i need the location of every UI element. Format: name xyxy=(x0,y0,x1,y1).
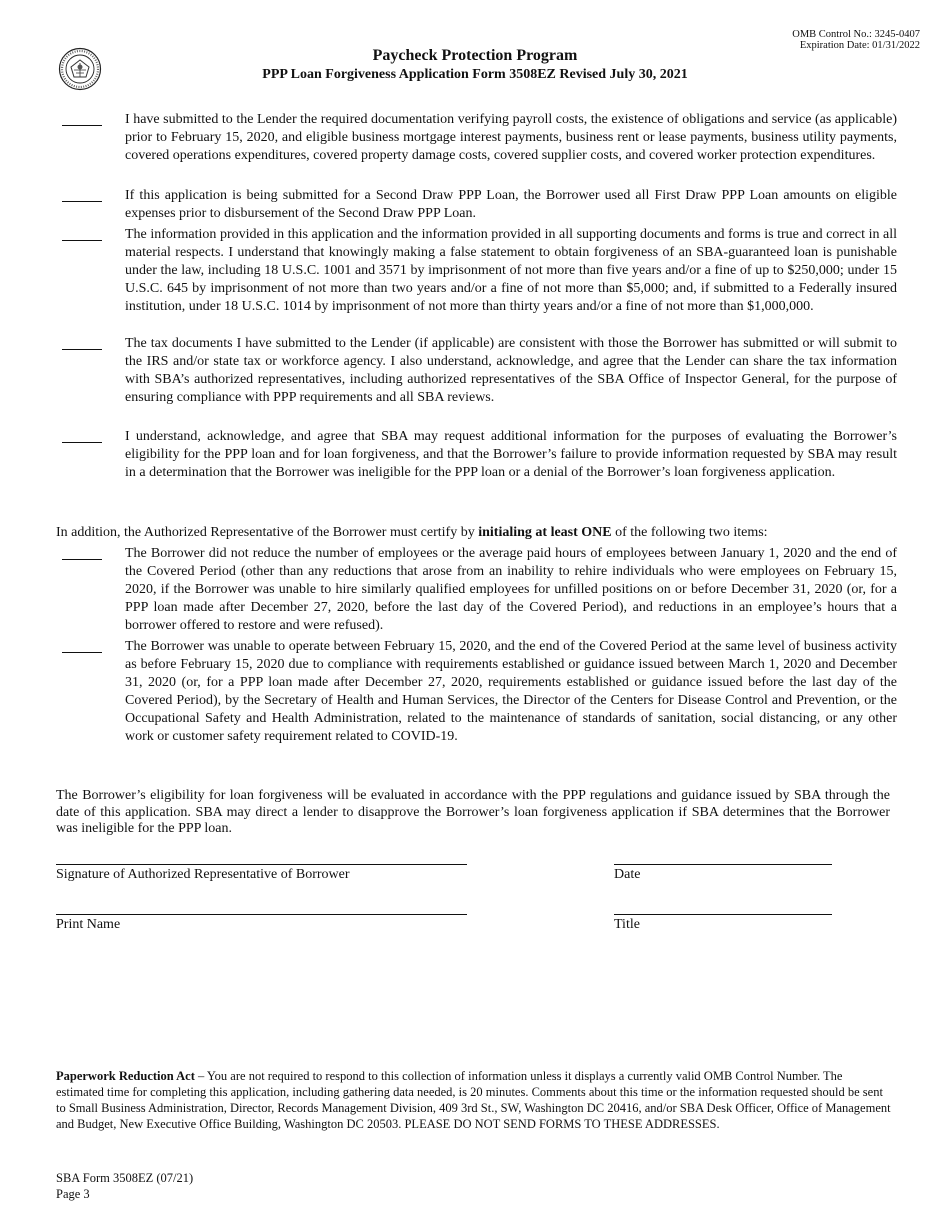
form-id: SBA Form 3508EZ (07/21) xyxy=(56,1171,194,1185)
page-number: Page 3 xyxy=(56,1187,90,1201)
certification-text: I understand, acknowledge, and agree that SBA may request additional information for the purposes of evaluating the Borrower’s eligibility for the PPP loan and for loan forgiveness, and that the Borrower’s failure to provide information requested by SBA may result in a determination that the Borrower was ineligible for the PPP loan or a denial of the Borrower’s loan forgiveness application. xyxy=(125,429,897,480)
eligibility-paragraph: The Borrower’s eligibility for loan forgiveness will be evaluated in accordance with the PPP regulations and guidance issued by SBA through the date of this application. SBA may direct a lender to disapprove the Borrower’s loan forgiveness application if SBA determines that the Borrower was ineligible for the PPP loan. xyxy=(56,788,890,836)
additional-item xyxy=(62,638,897,746)
paperwork-text: – You are not required to respond to this collection of information unless it displays a currently valid OMB Control Number. The estimated time for completing this application, including gathering data needed, is 20 minutes. Comments about this time or the information requested should be sent to Small Business Administration, Director, Records Management Division, 409 3rd St., SW, Washington DC 20416, and/or SBA Desk Officer, Office of Management and Budget, New Executive Office Building, Washington DC 20503. PLEASE DO NOT SEND FORMS TO THESE ADDRESSES. xyxy=(56,1069,891,1131)
page-footer xyxy=(56,1170,193,1202)
title-label: Title xyxy=(614,917,640,932)
certification-text: The information provided in this application and the information provided in all supporting documents and forms is true and correct in all material respects. I understand that knowingly making a false statement to obtain forgiveness of an SBA-guaranteed loan is punishable under the law, including 18 U.S.C. 1001 and 3571 by imprisonment of not more than five years and/or a fine of up to $250,000; under 15 U.S.C. 645 by imprisonment of not more than two years and/or a fine of not more than $5,000; and, if submitted to a Federally insured institution, under 18 U.S.C. 1014 by imprisonment of not more than thirty years and/or a fine of not more than $1,000,000. xyxy=(125,227,897,314)
certification-item xyxy=(62,187,897,223)
print-name-label: Print Name xyxy=(56,917,121,932)
additional-intro xyxy=(56,524,768,542)
certification-text: I have submitted to the Lender the required documentation verifying payroll costs, the existence of obligations and service (as applicable) prior to February 15, 2020, and eligible business mortgage interest payments, business rent or lease payments, business utility payments, covered operations expenditures, covered property damage costs, covered supplier costs, and covered worker protection expenditures. xyxy=(125,112,897,163)
omb-control-number: OMB Control No.: 3245-0407 xyxy=(792,29,920,40)
print-name-line[interactable] xyxy=(56,914,467,915)
intro-text: In addition, the Authorized Representative of the Borrower must certify by xyxy=(56,525,479,540)
certification-text: If this application is being submitted for a Second Draw PPP Loan, the Borrower used all First Draw PPP Loan amounts on eligible expenses prior to disbursement of the Second Draw PPP Loan. xyxy=(125,188,897,221)
signature-line[interactable] xyxy=(56,864,467,865)
certification-item xyxy=(62,226,897,316)
additional-text: The Borrower did not reduce the number of employees or the average paid hours of employees between January 1, 2020 and the end of the Covered Period (other than any reductions that arose from an inability to rehire individuals who were employees on February 15, 2020, if the Borrower was unable to hire similarly qualified employees for unfilled positions on or before December 31, 2020 (or, for a PPP loan made after December 27, 2020, before the last day of the Covered Period), and reductions in an employee’s hours that a borrower offered to restore and were refused). xyxy=(125,546,897,633)
intro-emphasis: initialing at least ONE xyxy=(478,525,612,540)
date-label: Date xyxy=(614,867,641,882)
expiration-date: Expiration Date: 01/31/2022 xyxy=(799,40,920,51)
paperwork-heading: Paperwork Reduction Act xyxy=(56,1069,195,1083)
title-line[interactable] xyxy=(614,914,832,915)
additional-item xyxy=(62,545,897,635)
additional-text: The Borrower was unable to operate between February 15, 2020, and the end of the Covered Period at the same level of business activity as before February 15, 2020 due to compliance with requirements established or guidance issued between March 1, 2020 and December 31, 2020 (or, for a PPP loan made after December 27, 2020, requirements established or guidance issued before the last day of the Covered Period), by the Secretary of Health and Human Services, the Director of the Centers for Disease Control and Prevention, or the Occupational Safety and Health Administration, related to the maintenance of standards of sanitation, social distancing, or any other work or customer safety requirement related to COVID-19. xyxy=(125,639,897,744)
certification-item xyxy=(62,111,897,165)
intro-text-end: of the following two items: xyxy=(611,525,768,540)
certification-item xyxy=(62,428,897,482)
certification-text: The tax documents I have submitted to the Lender (if applicable) are consistent with those the Borrower has submitted or will submit to the IRS and/or state tax or workforce agency. I also understand, acknowledge, and agree that the Lender can share the tax information with SBA’s authorized representatives, including authorized representatives of the SBA Office of Inspector General, for the purpose of ensuring compliance with PPP requirements and all SBA reviews. xyxy=(125,336,897,405)
page-title: Paycheck Protection Program xyxy=(372,47,578,64)
certification-item xyxy=(62,335,897,407)
page-subtitle: PPP Loan Forgiveness Application Form 3508EZ Revised July 30, 2021 xyxy=(262,67,688,82)
date-line[interactable] xyxy=(614,864,832,865)
signature-label: Signature of Authorized Representative of Borrower xyxy=(56,867,350,882)
paperwork-reduction-notice xyxy=(56,1068,892,1132)
